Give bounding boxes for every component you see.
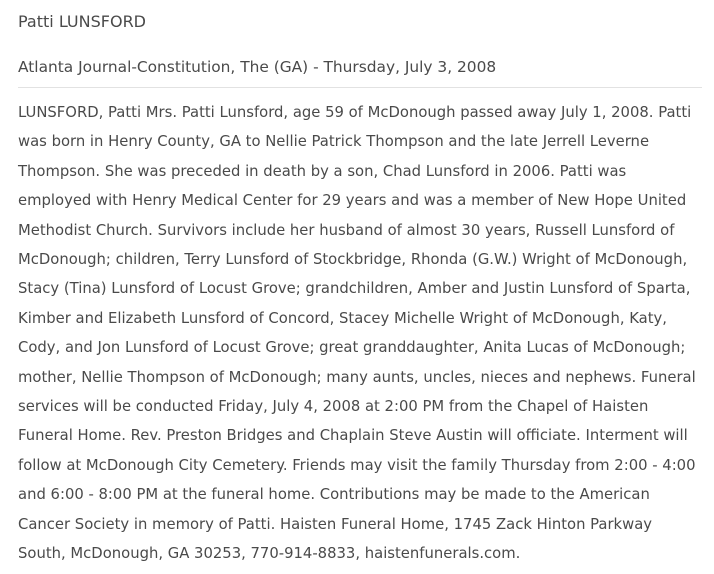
- publication-source: Atlanta Journal-Constitution, The (GA) - Thursday, July 3, 2008: [18, 58, 497, 76]
- deceased-name: Patti LUNSFORD: [18, 12, 146, 31]
- obituary-text: LUNSFORD, Patti Mrs. Patti Lunsford, age 59 of McDonough passed away July 1, 2008. Patti was born in Henry County, GA to Nellie Patrick Thompson and the late Jerrell Leverne Thompson. She was preceded in death by a son, Chad Lunsford in 2006. Patti was employed with Henry Medical Center for 29 years and was a member of New Hope United Methodist Church. Survivors include her husband of almost 30 years, Russell Lunsford of McDonough; children, Terry Lunsford of Stockbridge, Rhonda (G.W.) Wright of McDonough, Stacy (Tina) Lunsford of Locust Grove; grandchildren, Amber and Justin Lunsford of Sparta, Kimber and Elizabeth Lunsford of Concord, Stacey Michelle Wright of McDonough, Katy, Cody, and Jon Lunsford of Locust Grove; great granddaughter, Anita Lucas of McDonough; mother, Nellie Thompson of McDonough; many aunts, uncles, nieces and nephews. Funeral services will be conducted Friday, July 4, 2008 at 2:00 PM from the Chapel of Haisten Funeral Home. Rev. Preston Bridges and Chaplain Steve Austin will officiate. Interment will follow at McDonough City Cemetery. Friends may visit the family Thursday from 2:00 - 4:00 and 6:00 - 8:00 PM at the funeral home. Contributions may be made to the American Cancer Society in memory of Patti. Haisten Funeral Home, 1745 Zack Hinton Parkway South, McDonough, GA 30253, 770-914-8833, haistenfunerals.com.: [18, 104, 696, 563]
